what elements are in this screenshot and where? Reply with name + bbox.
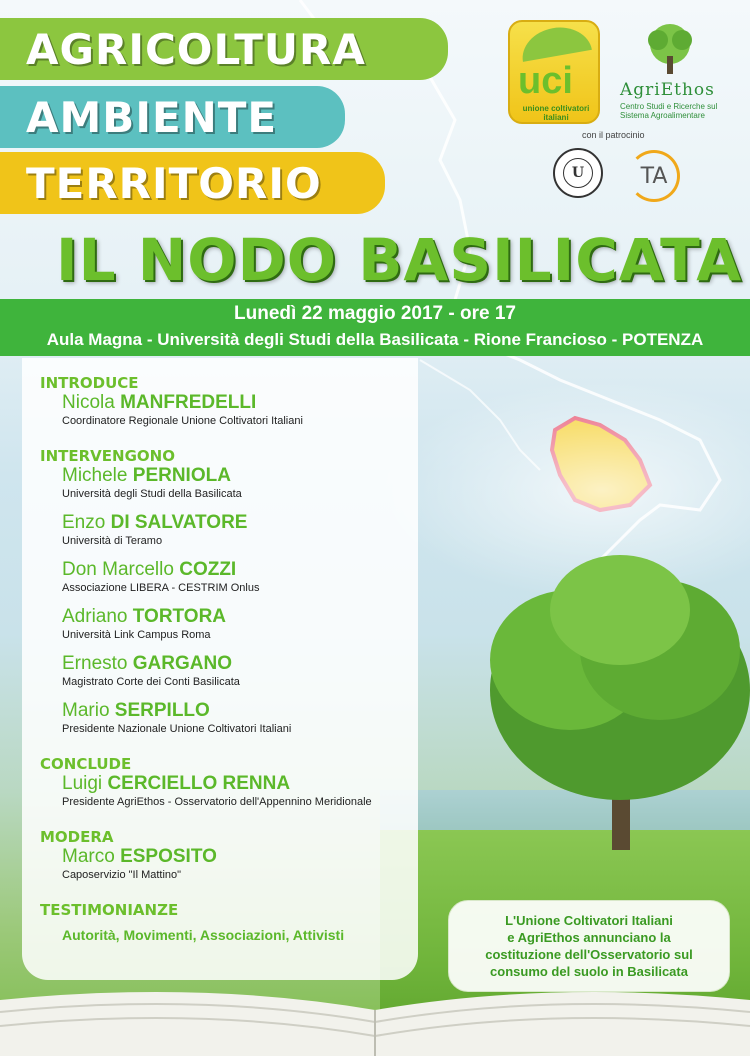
speaker-entry	[62, 512, 418, 547]
speaker-role: Associazione LIBERA - CESTRIM Onlus	[62, 582, 260, 594]
speaker-role: Università di Teramo	[62, 535, 163, 547]
title-band-ambiente	[0, 86, 345, 148]
speaker-first-name: Luigi	[62, 773, 103, 794]
tree-logo-icon	[638, 22, 702, 78]
program-panel	[22, 358, 418, 980]
title-band-text: AGRICOLTURA	[26, 24, 366, 74]
agriethos-name: AgriEthos	[620, 80, 715, 100]
speaker-role: Presidente Nazionale Unione Coltivatori Italiani	[62, 723, 292, 735]
uci-logo-mark: uci	[518, 60, 573, 102]
title-band-text: AMBIENTE	[26, 92, 278, 142]
speaker-name	[62, 392, 418, 414]
speaker-first-name: Mario	[62, 700, 110, 721]
speaker-name	[62, 512, 418, 534]
speaker-last-name: COZZI	[179, 559, 237, 580]
event-date: Lunedì 22 maggio 2017 - ore 17	[234, 303, 516, 324]
speaker-role: Università Link Campus Roma	[62, 629, 211, 641]
title-band-territorio	[0, 152, 385, 214]
speaker-last-name: ESPOSITO	[120, 846, 217, 867]
event-info-bar	[0, 299, 750, 356]
speaker-last-name: MANFREDELLI	[120, 392, 257, 413]
section-modera: MODERA	[40, 828, 114, 846]
speaker-role: Magistrato Corte dei Conti Basilicata	[62, 676, 240, 688]
title-band-text: TERRITORIO	[26, 158, 322, 208]
announcement-line: consumo del suolo in Basilicata	[490, 964, 688, 979]
agriethos-subtitle: Centro Studi e Ricerche sul Sistema Agroalimentare	[620, 102, 718, 120]
announcement-line: L'Unione Coltivatori Italiani	[505, 913, 673, 928]
section-intervengono: INTERVENGONO	[40, 447, 175, 465]
speaker-first-name: Michele	[62, 465, 128, 486]
speaker-first-name: Ernesto	[62, 653, 128, 674]
speaker-first-name: Enzo	[62, 512, 106, 533]
speaker-last-name: DI SALVATORE	[110, 512, 248, 533]
headline: IL NODO BASILICATA	[56, 226, 743, 294]
leaf-icon	[518, 22, 592, 62]
speaker-last-name: CERCIELLO RENNA	[107, 773, 291, 794]
ta-logo: TA	[628, 150, 680, 202]
speaker-name	[62, 465, 418, 487]
speaker-name	[62, 700, 418, 722]
speaker-last-name: PERNIOLA	[132, 465, 231, 486]
speaker-first-name: Marco	[62, 846, 115, 867]
speaker-name	[62, 653, 418, 675]
speaker-entry	[62, 846, 418, 881]
seal-initials: U	[563, 158, 593, 188]
speaker-entry	[62, 700, 418, 735]
speaker-entry	[62, 465, 418, 500]
uci-logo-name: unione coltivatori italiani	[522, 104, 590, 122]
speaker-name	[62, 606, 418, 628]
speaker-role: Università degli Studi della Basilicata	[62, 488, 242, 500]
announcement-line: e AgriEthos annunciano la	[507, 930, 671, 945]
title-band-agricoltura	[0, 18, 448, 80]
testimonianze-list: Autorità, Movimenti, Associazioni, Attivisti	[62, 927, 345, 943]
speaker-first-name: Nicola	[62, 392, 115, 413]
announcement-box	[448, 900, 730, 992]
agriethos-logo	[612, 22, 730, 122]
speaker-role: Caposervizio "Il Mattino"	[62, 869, 182, 881]
university-seal-logo	[553, 148, 603, 198]
speaker-entry	[62, 606, 418, 641]
speaker-name	[62, 559, 418, 581]
speaker-last-name: GARGANO	[132, 653, 232, 674]
section-conclude: CONCLUDE	[40, 755, 132, 773]
section-introduce: INTRODUCE	[40, 374, 139, 392]
event-venue: Aula Magna - Università degli Studi della Basilicata - Rione Francioso - POTENZA	[46, 330, 704, 349]
tree-illustration	[430, 540, 750, 860]
speaker-first-name: Adriano	[62, 606, 128, 627]
speaker-entry	[62, 653, 418, 688]
patronage-label: con il patrocinio	[582, 130, 645, 140]
speaker-role: Presidente AgriEthos - Osservatorio dell'Appennino Meridionale	[62, 796, 372, 808]
section-testimonianze: TESTIMONIANZE	[40, 901, 179, 919]
uci-logo	[508, 20, 600, 124]
speaker-entry	[62, 559, 418, 594]
speaker-first-name: Don Marcello	[62, 559, 174, 580]
announcement-line: costituzione dell'Osservatorio sul	[485, 947, 693, 962]
speaker-last-name: TORTORA	[132, 606, 227, 627]
speaker-name	[62, 773, 418, 795]
speaker-role: Coordinatore Regionale Unione Coltivatori Italiani	[62, 415, 303, 427]
speaker-last-name: SERPILLO	[114, 700, 210, 721]
speaker-name	[62, 846, 418, 868]
speaker-entry	[62, 392, 418, 427]
speaker-entry	[62, 773, 418, 808]
